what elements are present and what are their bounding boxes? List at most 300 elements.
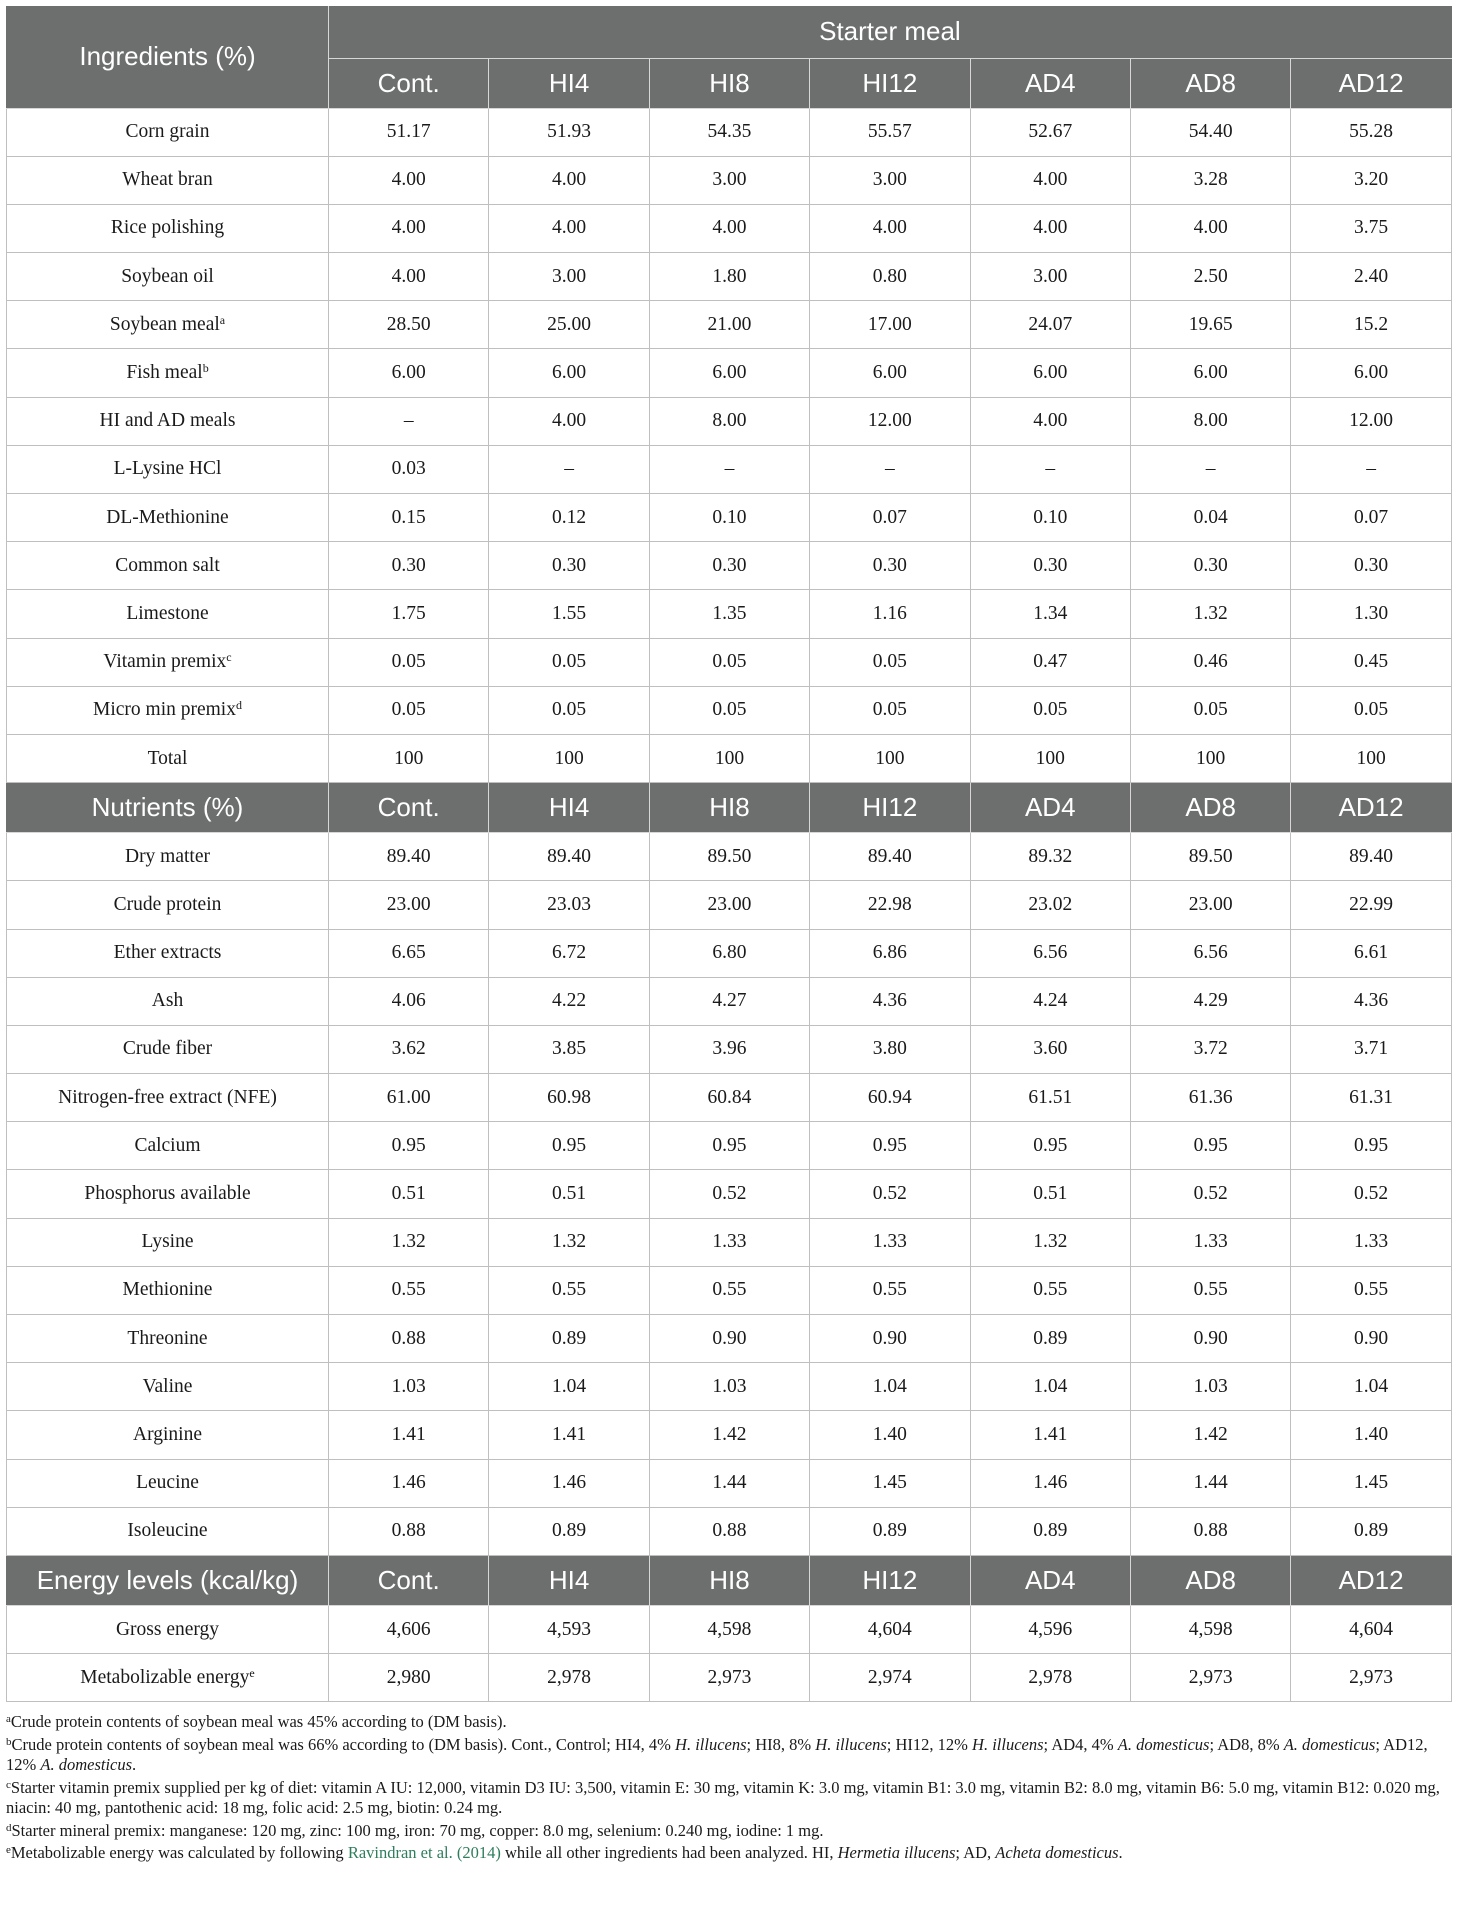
table-row — [7, 638, 1452, 686]
table-cell: 0.30 — [329, 542, 489, 590]
table-cell: 61.00 — [329, 1074, 489, 1122]
table-row — [7, 1605, 1452, 1653]
table-cell: 3.96 — [649, 1025, 809, 1073]
table-cell: 100 — [489, 734, 649, 782]
row-label: Dry matter — [7, 833, 329, 881]
table-cell: 0.88 — [649, 1507, 809, 1555]
nutrients-header-row — [7, 783, 1452, 833]
table-cell: 3.80 — [810, 1025, 970, 1073]
starter-meal-table — [6, 6, 1452, 1702]
table-cell: 0.30 — [649, 542, 809, 590]
table-cell: 4,606 — [329, 1605, 489, 1653]
table-cell: 0.55 — [810, 1266, 970, 1314]
table-cell: 1.33 — [1291, 1218, 1451, 1266]
table-cell: 1.42 — [649, 1411, 809, 1459]
table-cell: – — [970, 445, 1130, 493]
table-cell: 61.36 — [1130, 1074, 1290, 1122]
table-cell: 1.16 — [810, 590, 970, 638]
table-cell: 2,978 — [970, 1654, 1130, 1702]
table-cell: 1.41 — [489, 1411, 649, 1459]
table-cell: 6.00 — [489, 349, 649, 397]
table-cell: 1.46 — [489, 1459, 649, 1507]
table-cell: 0.52 — [649, 1170, 809, 1218]
table-cell: 3.85 — [489, 1025, 649, 1073]
table-cell: 0.05 — [489, 686, 649, 734]
table-cell: 4.27 — [649, 977, 809, 1025]
row-label: Common salt — [7, 542, 329, 590]
table-cell: – — [329, 397, 489, 445]
table-row — [7, 204, 1452, 252]
footnote-c: $^c$Starter vitamin premix supplied per kg of diet: vitamin A IU: 12,000, vitamin D3 IU: 3,500, vitamin E: 30 mg, vitamin K: 3.0 mg, vitamin B1: 3.0 mg, vitamin B2: 8.0 mg, vitamin B6: 5.0 mg, vitamin B12: 0.020 mg, niacin: 40 mg, pantothenic acid: 18 mg, folic acid: 2.5 mg, biotin: 0.24 mg. — [6, 1777, 1440, 1818]
table-cell: 23.02 — [970, 881, 1130, 929]
starter-meal-header: Starter meal — [329, 6, 1452, 58]
table-row — [7, 590, 1452, 638]
row-label: Lysine — [7, 1218, 329, 1266]
table-cell: 4,604 — [1291, 1605, 1451, 1653]
row-label: Corn grain — [7, 108, 329, 156]
table-cell: 4,596 — [970, 1605, 1130, 1653]
energy-header-row — [7, 1555, 1452, 1605]
ingredients-header: Ingredients (%) — [7, 6, 329, 108]
table-cell: 0.55 — [329, 1266, 489, 1314]
row-label: Soybean oil — [7, 253, 329, 301]
table-cell: 2,973 — [649, 1654, 809, 1702]
table-cell: 0.10 — [649, 494, 809, 542]
table-cell: 1.42 — [1130, 1411, 1290, 1459]
table-cell: 22.98 — [810, 881, 970, 929]
row-label: Crude protein — [7, 881, 329, 929]
table-cell: 24.07 — [970, 301, 1130, 349]
column-header: HI4 — [489, 58, 649, 108]
table-cell: 8.00 — [1130, 397, 1290, 445]
table-cell: 1.04 — [1291, 1363, 1451, 1411]
table-cell: 3.00 — [649, 156, 809, 204]
table-row — [7, 977, 1452, 1025]
table-cell: 1.46 — [329, 1459, 489, 1507]
table-row — [7, 1507, 1452, 1555]
table-cell: 4.06 — [329, 977, 489, 1025]
table-cell: 89.40 — [329, 833, 489, 881]
table-cell: 4.00 — [329, 253, 489, 301]
table-cell: 0.07 — [1291, 494, 1451, 542]
table-cell: 4.00 — [970, 204, 1130, 252]
table-cell: 1.46 — [970, 1459, 1130, 1507]
row-label: DL-Methionine — [7, 494, 329, 542]
table-cell: 1.04 — [970, 1363, 1130, 1411]
table-cell: 3.28 — [1130, 156, 1290, 204]
table-cell: 2,973 — [1291, 1654, 1451, 1702]
table-cell: – — [810, 445, 970, 493]
table-cell: 4.29 — [1130, 977, 1290, 1025]
table-cell: 0.45 — [1291, 638, 1451, 686]
table-cell: 0.89 — [489, 1507, 649, 1555]
table-cell: 22.99 — [1291, 881, 1451, 929]
table-cell: 1.30 — [1291, 590, 1451, 638]
column-header: HI4 — [489, 783, 649, 833]
table-cell: 4.36 — [1291, 977, 1451, 1025]
footnotes — [6, 1712, 1454, 1864]
table-row — [7, 1170, 1452, 1218]
header-row-group — [7, 6, 1452, 58]
table-cell: 28.50 — [329, 301, 489, 349]
table-cell: 8.00 — [649, 397, 809, 445]
table-row — [7, 1025, 1452, 1073]
nutrients-header-section — [7, 783, 1452, 833]
table-cell: 6.61 — [1291, 929, 1451, 977]
table-cell: 0.55 — [970, 1266, 1130, 1314]
table-cell: 54.40 — [1130, 108, 1290, 156]
table-cell: 52.67 — [970, 108, 1130, 156]
table-cell: 1.03 — [1130, 1363, 1290, 1411]
table-cell: 4.00 — [970, 156, 1130, 204]
row-label: Rice polishing — [7, 204, 329, 252]
table-cell: 6.00 — [1130, 349, 1290, 397]
table-cell: 1.44 — [1130, 1459, 1290, 1507]
table-cell: 60.84 — [649, 1074, 809, 1122]
column-header: AD8 — [1130, 783, 1290, 833]
table-cell: 100 — [649, 734, 809, 782]
table-cell: 0.89 — [970, 1315, 1130, 1363]
table-cell: 21.00 — [649, 301, 809, 349]
table-cell: 2,978 — [489, 1654, 649, 1702]
table-cell: 1.33 — [649, 1218, 809, 1266]
row-label: Leucine — [7, 1459, 329, 1507]
table-cell: 1.75 — [329, 590, 489, 638]
table-cell: 0.05 — [649, 686, 809, 734]
table-cell: 0.30 — [810, 542, 970, 590]
table-row — [7, 1411, 1452, 1459]
table-cell: 4,604 — [810, 1605, 970, 1653]
table-cell: 0.30 — [1291, 542, 1451, 590]
table-cell: 1.41 — [970, 1411, 1130, 1459]
reference-link[interactable]: Ravindran et al. (2014) — [347, 1843, 501, 1863]
table-cell: 1.32 — [489, 1218, 649, 1266]
row-label: Vitamin premix$^c$ — [7, 638, 329, 686]
table-cell: 1.04 — [810, 1363, 970, 1411]
table-cell: 0.55 — [489, 1266, 649, 1314]
row-label: Wheat bran — [7, 156, 329, 204]
table-cell: 6.00 — [649, 349, 809, 397]
table-cell: 61.31 — [1291, 1074, 1451, 1122]
table-cell: 51.93 — [489, 108, 649, 156]
row-label: Ether extracts — [7, 929, 329, 977]
footnote-d: $^d$Starter mineral premix: manganese: 120 mg, zinc: 100 mg, iron: 70 mg, copper: 8.0 mg, selenium: 0.240 mg, iodine: 1 mg. — [6, 1820, 824, 1840]
table-cell: 0.05 — [1291, 686, 1451, 734]
column-header: HI8 — [649, 1555, 809, 1605]
table-cell: 4.24 — [970, 977, 1130, 1025]
table-cell: 19.65 — [1130, 301, 1290, 349]
table-row — [7, 494, 1452, 542]
table-cell: 17.00 — [810, 301, 970, 349]
table-cell: 0.52 — [810, 1170, 970, 1218]
table-cell: 3.62 — [329, 1025, 489, 1073]
table-row — [7, 445, 1452, 493]
footnote-b: $^b$Crude protein contents of soybean meal was 66% according to (DM basis). Cont., Control; HI4, 4% H. illucens; HI8, 8% H. illucens; HI12, 12% H. illucens; AD4, 4% A. domesticus; AD8, 8% A. domesticus; AD12, 12% A. domesticus. — [6, 1734, 1428, 1775]
table-cell: 0.51 — [329, 1170, 489, 1218]
table-cell: 23.03 — [489, 881, 649, 929]
table-cell: 100 — [1130, 734, 1290, 782]
table-cell: 4.00 — [810, 204, 970, 252]
table-cell: 6.00 — [970, 349, 1130, 397]
table-row — [7, 686, 1452, 734]
table-row — [7, 1654, 1452, 1702]
table-cell: 15.2 — [1291, 301, 1451, 349]
table-cell: 89.40 — [1291, 833, 1451, 881]
table-cell: 3.72 — [1130, 1025, 1290, 1073]
table-row — [7, 1218, 1452, 1266]
table-cell: 0.30 — [489, 542, 649, 590]
table-cell: 4.00 — [970, 397, 1130, 445]
table-cell: 89.40 — [810, 833, 970, 881]
table-cell: 100 — [1291, 734, 1451, 782]
table-row — [7, 1266, 1452, 1314]
table-cell: 51.17 — [329, 108, 489, 156]
table-cell: 0.30 — [1130, 542, 1290, 590]
table-cell: 2,974 — [810, 1654, 970, 1702]
table-cell: 0.89 — [489, 1315, 649, 1363]
table-cell: 0.51 — [970, 1170, 1130, 1218]
nutrients-section — [7, 833, 1452, 1556]
table-cell: 0.88 — [329, 1315, 489, 1363]
table-cell: 61.51 — [970, 1074, 1130, 1122]
column-header: Cont. — [329, 1555, 489, 1605]
table-cell: 0.90 — [1291, 1315, 1451, 1363]
row-label: Total — [7, 734, 329, 782]
table-cell: 0.55 — [649, 1266, 809, 1314]
row-label: Metabolizable energy$^e$ — [7, 1654, 329, 1702]
row-label: Ash — [7, 977, 329, 1025]
column-header: HI8 — [649, 58, 809, 108]
table-cell: 0.03 — [329, 445, 489, 493]
column-header: AD8 — [1130, 58, 1290, 108]
table-cell: 6.80 — [649, 929, 809, 977]
table-cell: 0.07 — [810, 494, 970, 542]
row-label: Methionine — [7, 1266, 329, 1314]
row-label: Crude fiber — [7, 1025, 329, 1073]
table-cell: 4.00 — [489, 204, 649, 252]
table-cell: 3.71 — [1291, 1025, 1451, 1073]
table-cell: 0.46 — [1130, 638, 1290, 686]
table-cell: 0.89 — [810, 1507, 970, 1555]
table-cell: 100 — [329, 734, 489, 782]
table-cell: 1.03 — [329, 1363, 489, 1411]
table-cell: 0.05 — [810, 686, 970, 734]
table-row — [7, 929, 1452, 977]
column-header: AD12 — [1291, 58, 1451, 108]
table-row — [7, 397, 1452, 445]
table-cell: 0.04 — [1130, 494, 1290, 542]
table-cell: 1.34 — [970, 590, 1130, 638]
table-cell: 1.32 — [329, 1218, 489, 1266]
row-label: Valine — [7, 1363, 329, 1411]
table-cell: 4.00 — [1130, 204, 1290, 252]
table-cell: 54.35 — [649, 108, 809, 156]
column-header: AD12 — [1291, 1555, 1451, 1605]
table-cell: 3.00 — [810, 156, 970, 204]
table-cell: 0.95 — [810, 1122, 970, 1170]
table-cell: 6.65 — [329, 929, 489, 977]
table-cell: 0.90 — [1130, 1315, 1290, 1363]
table-cell: 0.51 — [489, 1170, 649, 1218]
row-label: Arginine — [7, 1411, 329, 1459]
table-cell: 25.00 — [489, 301, 649, 349]
table-cell: 4.00 — [489, 397, 649, 445]
table-cell: 0.05 — [329, 686, 489, 734]
table-cell: 0.95 — [1291, 1122, 1451, 1170]
table-cell: 0.95 — [970, 1122, 1130, 1170]
table-cell: 0.88 — [1130, 1507, 1290, 1555]
table-cell: 89.50 — [649, 833, 809, 881]
table-row — [7, 1122, 1452, 1170]
energy-header: Energy levels (kcal/kg) — [7, 1555, 329, 1605]
table-cell: 6.00 — [1291, 349, 1451, 397]
table-cell: 4,598 — [649, 1605, 809, 1653]
table-cell: 55.57 — [810, 108, 970, 156]
table-cell: 0.05 — [489, 638, 649, 686]
table-cell: 1.03 — [649, 1363, 809, 1411]
table-row — [7, 108, 1452, 156]
table-row — [7, 1315, 1452, 1363]
table-cell: 0.05 — [810, 638, 970, 686]
table-cell: 0.05 — [329, 638, 489, 686]
row-label: Fish meal$^b$ — [7, 349, 329, 397]
footnote-a: $^a$Crude protein contents of soybean meal was 45% according to (DM basis). — [6, 1712, 507, 1732]
table-cell: 0.12 — [489, 494, 649, 542]
table-row — [7, 881, 1452, 929]
table-cell: 0.90 — [649, 1315, 809, 1363]
table-cell: 0.89 — [970, 1507, 1130, 1555]
table-row — [7, 833, 1452, 881]
table-cell: 4.36 — [810, 977, 970, 1025]
table-cell: 0.95 — [329, 1122, 489, 1170]
table-container — [6, 6, 1460, 1864]
table-cell: – — [1130, 445, 1290, 493]
table-cell: 0.89 — [1291, 1507, 1451, 1555]
row-label: Micro min premix$^d$ — [7, 686, 329, 734]
column-header: HI8 — [649, 783, 809, 833]
table-cell: – — [649, 445, 809, 493]
table-cell: 3.20 — [1291, 156, 1451, 204]
table-cell: 1.04 — [489, 1363, 649, 1411]
row-label: L-Lysine HCl — [7, 445, 329, 493]
energy-header-section — [7, 1555, 1452, 1605]
table-cell: 0.47 — [970, 638, 1130, 686]
table-row — [7, 156, 1452, 204]
table-cell: 6.72 — [489, 929, 649, 977]
table-cell: 0.05 — [970, 686, 1130, 734]
table-cell: 100 — [810, 734, 970, 782]
table-cell: 1.32 — [970, 1218, 1130, 1266]
row-label: Calcium — [7, 1122, 329, 1170]
table-cell: 3.00 — [489, 253, 649, 301]
column-header: HI12 — [810, 1555, 970, 1605]
table-cell: 1.33 — [1130, 1218, 1290, 1266]
table-cell: 89.32 — [970, 833, 1130, 881]
table-cell: 1.45 — [810, 1459, 970, 1507]
table-cell: 0.15 — [329, 494, 489, 542]
column-header: AD12 — [1291, 783, 1451, 833]
column-header: HI4 — [489, 1555, 649, 1605]
table-cell: 100 — [970, 734, 1130, 782]
table-cell: 0.30 — [970, 542, 1130, 590]
table-row — [7, 734, 1452, 782]
table-cell: 55.28 — [1291, 108, 1451, 156]
row-label: HI and AD meals — [7, 397, 329, 445]
footnote-e: $^e$Metabolizable energy was calculated by following Ravindran et al. (2014) while all other ingredients had been analyzed. HI, Hermetia illucens; AD, Acheta domesticus. — [6, 1843, 1123, 1863]
table-cell: 6.56 — [1130, 929, 1290, 977]
table-cell: 3.00 — [970, 253, 1130, 301]
table-cell: 23.00 — [1130, 881, 1290, 929]
table-cell: 89.40 — [489, 833, 649, 881]
row-label: Phosphorus available — [7, 1170, 329, 1218]
table-cell: 89.50 — [1130, 833, 1290, 881]
row-label: Nitrogen-free extract (NFE) — [7, 1074, 329, 1122]
table-cell: 0.52 — [1291, 1170, 1451, 1218]
table-cell: 2,980 — [329, 1654, 489, 1702]
table-row — [7, 349, 1452, 397]
table-cell: – — [1291, 445, 1451, 493]
ingredients-section — [7, 108, 1452, 783]
table-cell: 0.88 — [329, 1507, 489, 1555]
row-label: Threonine — [7, 1315, 329, 1363]
column-header: AD4 — [970, 783, 1130, 833]
table-cell: 6.00 — [810, 349, 970, 397]
table-cell: 1.55 — [489, 590, 649, 638]
table-cell: 60.94 — [810, 1074, 970, 1122]
row-label: Gross energy — [7, 1605, 329, 1653]
table-cell: 12.00 — [810, 397, 970, 445]
table-cell: 4.00 — [489, 156, 649, 204]
table-cell: 1.35 — [649, 590, 809, 638]
table-cell: 1.44 — [649, 1459, 809, 1507]
column-header: AD4 — [970, 58, 1130, 108]
table-cell: 1.80 — [649, 253, 809, 301]
table-row — [7, 1459, 1452, 1507]
table-cell: 3.60 — [970, 1025, 1130, 1073]
table-cell: 1.32 — [1130, 590, 1290, 638]
column-header: AD4 — [970, 1555, 1130, 1605]
table-cell: 2.50 — [1130, 253, 1290, 301]
column-header: HI12 — [810, 783, 970, 833]
table-cell: 0.95 — [1130, 1122, 1290, 1170]
table-cell: 4.00 — [329, 204, 489, 252]
table-cell: 1.40 — [810, 1411, 970, 1459]
table-cell: 6.86 — [810, 929, 970, 977]
table-cell: 0.90 — [810, 1315, 970, 1363]
row-label: Isoleucine — [7, 1507, 329, 1555]
table-cell: 6.00 — [329, 349, 489, 397]
table-cell: 1.41 — [329, 1411, 489, 1459]
table-row — [7, 253, 1452, 301]
table-cell: 0.80 — [810, 253, 970, 301]
table-cell: 1.33 — [810, 1218, 970, 1266]
table-cell: 12.00 — [1291, 397, 1451, 445]
table-row — [7, 1363, 1452, 1411]
nutrients-header: Nutrients (%) — [7, 783, 329, 833]
column-header: Cont. — [329, 783, 489, 833]
table-cell: 60.98 — [489, 1074, 649, 1122]
table-cell: 4.00 — [649, 204, 809, 252]
table-cell: 4,593 — [489, 1605, 649, 1653]
table-cell: 23.00 — [649, 881, 809, 929]
table-cell: 0.05 — [1130, 686, 1290, 734]
table-cell: 4.22 — [489, 977, 649, 1025]
table-cell: 0.10 — [970, 494, 1130, 542]
row-label: Limestone — [7, 590, 329, 638]
table-cell: 2.40 — [1291, 253, 1451, 301]
table-row — [7, 542, 1452, 590]
table-cell: 4.00 — [329, 156, 489, 204]
